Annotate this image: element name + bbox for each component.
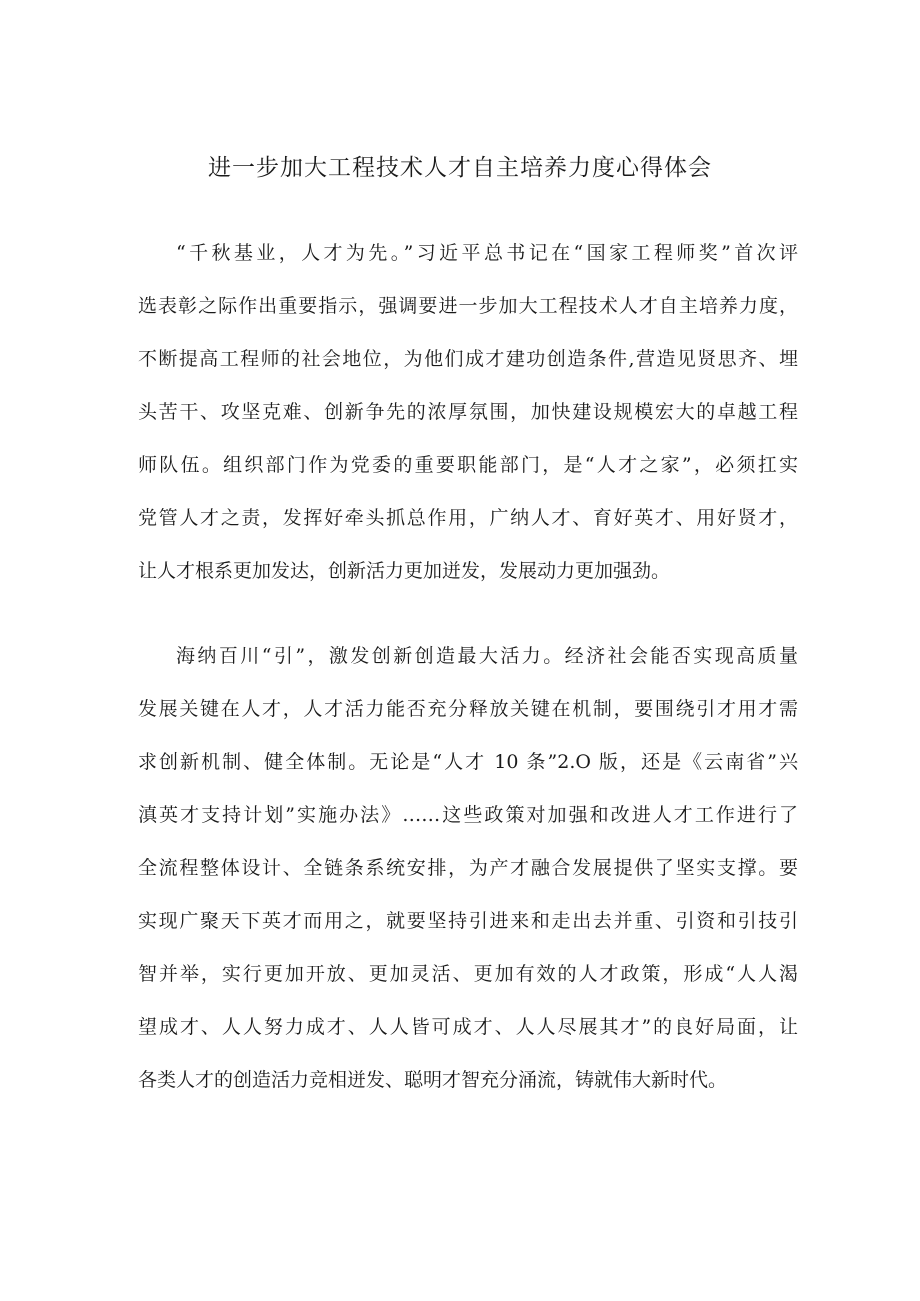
paragraph-1 [138,227,798,598]
paragraph-line: 头苦干、攻坚克难、创新争先的浓厚氛围，加快建设规模宏大的卓越工程 [138,401,798,423]
paragraph-line: 不断提高工程师的社会地位，为他们成才建功创造条件,营造见贤思齐、埋 [138,348,798,370]
paragraph-line: 让人才根系更加发达，创新活力更加迸发，发展动力更加强劲。 [138,560,671,582]
paragraph-line: 发展关键在人才，人才活力能否充分释放关键在机制，要围绕引才用才需 [138,698,798,720]
paragraph-line: 滇英才支持计划”实施办法》……这些政策对加强和改进人才工作进行了 [138,804,798,826]
paragraph-line: 实现广聚天下英才而用之，就要坚持引进来和走出去并重、引资和引技引 [138,910,798,932]
paragraph-line: 党管人才之责，发挥好牵头抓总作用，广纳人才、育好英才、用好贤才， [138,507,798,529]
paragraph-line: 望成才、人人努力成才、人人皆可成才、人人尽展其才”的良好局面，让 [138,1016,798,1038]
document-title: 进一步加大工程技术人才自主培养力度心得体会 [208,155,712,181]
paragraph-line: 求创新机制、健全体制。无论是“人才 10 条”2.O 版，还是《云南省”兴 [138,751,798,773]
paragraph-2 [138,630,798,1107]
paragraph-line: 全流程整体设计、全链条系统安排，为产才融合发展提供了坚实支撑。要 [138,857,798,879]
paragraph-line: 师队伍。组织部门作为党委的重要职能部门，是“人才之家”，必须扛实 [138,454,798,476]
paragraph-line: 各类人才的创造活力竞相迸发、聪明才智充分涌流，铸就伟大新时代。 [138,1069,728,1091]
paragraph-line: 选表彰之际作出重要指示，强调要进一步加大工程技术人才自主培养力度， [138,295,798,317]
paragraph-line: “千秋基业，人才为先。”习近平总书记在“国家工程师奖”首次评 [176,242,798,264]
paragraph-line: 海纳百川“引”，激发创新创造最大活力。经济社会能否实现高质量 [176,645,798,667]
paragraph-line: 智并举，实行更加开放、更加灵活、更加有效的人才政策，形成“人人渴 [138,963,798,985]
